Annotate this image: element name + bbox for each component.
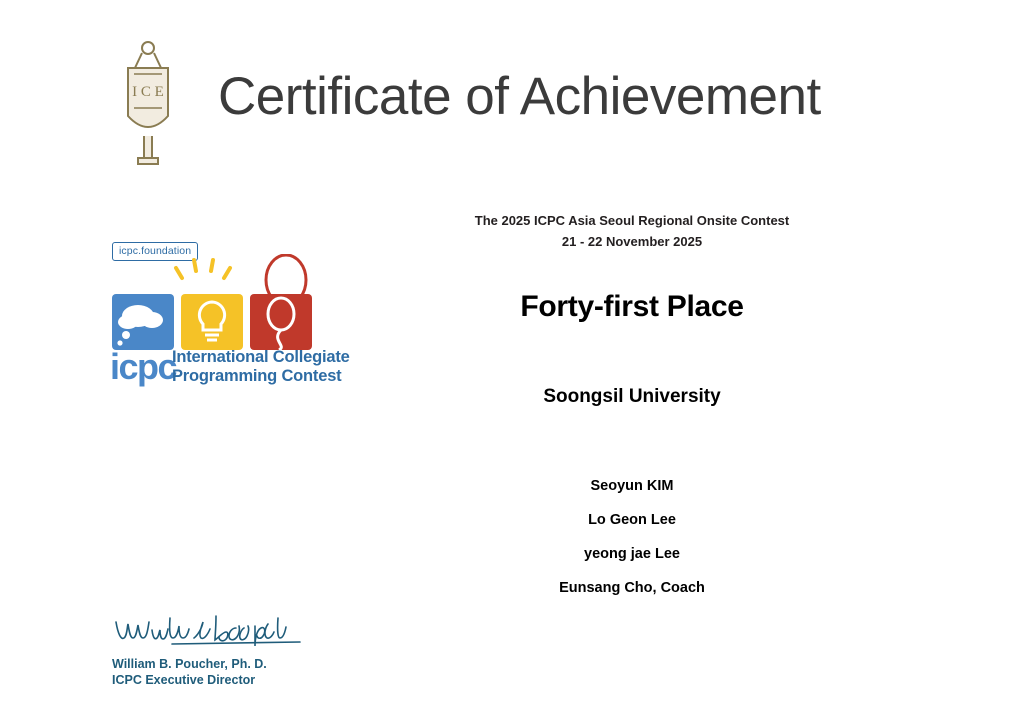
award-placement: Forty-first Place [520,290,744,323]
team-member-list [332,478,932,596]
balloon-tile [250,294,312,350]
svg-text:I C E: I C E [132,84,164,100]
signatory-name: William B. Poucher, Ph. D. [112,657,267,671]
icpc-subtitle-line1: International Collegiate [172,348,350,366]
list-item: Seoyun KIM [590,478,674,494]
icpc-foundation-tag: icpc.foundation [112,242,198,261]
certificate-header [100,38,920,168]
signature-block [112,612,412,688]
contest-dates: 21 - 22 November 2025 [561,234,703,249]
institution-name: Soongsil University [543,386,721,407]
icpc-subtitle-line2: Programming Contest [172,367,342,385]
list-item: yeong jae Lee [584,546,680,562]
signatory-role: ICPC Executive Director [112,673,256,687]
icpc-color-tiles [112,294,322,350]
contest-name: The 2025 ICPC Asia Seoul Regional Onsite Contest [474,213,790,228]
icpc-wordmark: icpc [110,346,177,387]
list-item: Lo Geon Lee [588,512,676,528]
page-title: Certificate of Achievement [218,67,821,126]
cloud-tile [112,294,174,350]
icpc-seal-icon [108,38,188,168]
icpc-subtitle [172,348,350,386]
certificate-body [332,210,932,596]
list-item: Eunsang Cho, Coach [559,580,705,596]
signature-icon [112,612,312,654]
lightbulb-tile [181,294,243,350]
